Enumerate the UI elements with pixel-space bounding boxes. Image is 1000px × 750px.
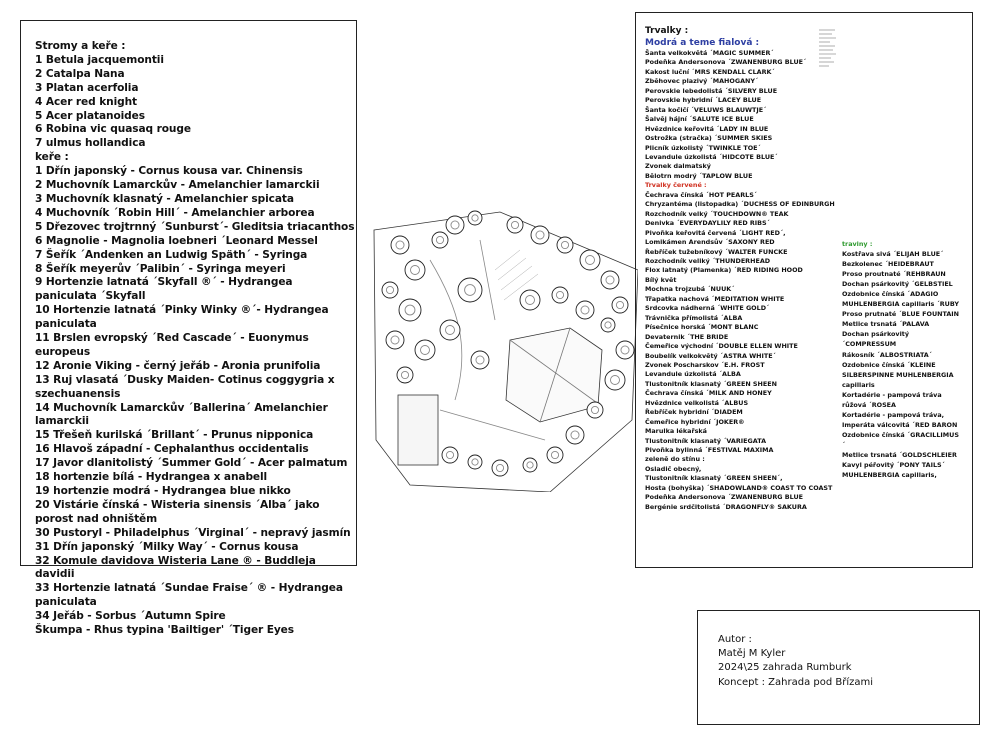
tree-symbol xyxy=(458,278,482,302)
tree-symbol xyxy=(492,460,508,476)
tree-symbol xyxy=(405,260,425,280)
list-item: Zběhovec plazivý ´MAHOGANY´ xyxy=(645,77,759,86)
list-item: Boubelík velkokvětý ´ASTRA WHITE´ xyxy=(645,351,776,360)
perennials-title: Trvalky : xyxy=(645,26,689,36)
tree-symbol xyxy=(601,318,615,332)
list-item: 16 Hlavoš západní - Cephalanthus occidentalis xyxy=(35,443,309,456)
author-line: Autor : xyxy=(718,634,752,645)
grasses-list xyxy=(842,249,962,480)
tree-symbol xyxy=(397,367,413,383)
list-item: Bělotrn modrý ´TAPLOW BLUE xyxy=(645,171,753,180)
list-item: 10 Hortenzie latnatá ´Pinky Winky ®´- Hydrangea paniculata xyxy=(35,304,329,331)
list-item: Kortadérie - pampová tráva, Imperáta válcovitá ´RED BARON xyxy=(842,410,958,429)
list-item: Bílý květ xyxy=(645,275,677,284)
list-item: Dochan psárkovitý ´COMPRESSUM xyxy=(842,330,910,349)
list-item: Hvězdnice velkolistá ´ALBUS xyxy=(645,398,749,407)
list-item: Flox latnatý (Plamenka) ´RED RIDING HOOD xyxy=(645,266,803,275)
tree-symbol xyxy=(601,271,619,289)
author-line: Koncept : Zahrada pod Břízami xyxy=(718,676,874,688)
list-item: Podeňka Andersonova ´ZWANENBURG BLUE xyxy=(645,493,804,502)
list-item: Zvonek dalmatský xyxy=(645,162,711,171)
perennials-list-box xyxy=(635,12,973,568)
list-item: Tlustonitník klasnatý ´GREEN SHEEN´, xyxy=(645,474,783,483)
list-item: 31 Dřín japonský ´Milky Way´ - Cornus kousa xyxy=(35,540,299,553)
tree-symbol xyxy=(616,341,634,359)
tree-symbol xyxy=(440,320,460,340)
list-item: Kakost luční ´MRS KENDALL CLARK´ xyxy=(645,67,775,76)
author-info-box xyxy=(697,610,980,725)
list-item: 13 Ruj vlasatá ´Dusky Maiden- Cotinus coggygria x szechuanensis xyxy=(35,373,335,400)
list-item: 7 ulmus hollandica xyxy=(35,137,146,150)
list-item: 33 Hortenzie latnatá ´Sundae Fraise´ ® - Hydrangea paniculata xyxy=(35,582,343,609)
list-item: Kavyl péřovitý ´PONY TAILS´ xyxy=(842,461,945,470)
list-item: 17 Javor dlanitolistý ´Summer Gold´ - Acer palmatum xyxy=(35,457,348,470)
tree-symbol xyxy=(580,250,600,270)
list-item: Kostřava sivá ´ELIJAH BLUE´ xyxy=(842,250,944,259)
blue-violet-list xyxy=(645,49,845,181)
red-perennials-heading: Trvalky červené : xyxy=(645,181,707,190)
tree-symbol xyxy=(507,217,523,233)
tree-symbol xyxy=(612,297,628,313)
tree-symbol xyxy=(442,447,458,463)
list-item: Ozdobnice čínská ´ADAGIO MUHLENBERGIA capillaris ´RUBY xyxy=(842,290,960,309)
grasses-column xyxy=(842,239,962,480)
tree-symbol xyxy=(587,402,603,418)
author-line: Matěj M Kyler xyxy=(718,648,786,660)
list-item: Marulka lékařská xyxy=(645,427,707,436)
tree-symbol xyxy=(415,340,435,360)
list-item: Trávnička přímolistá ´ALBA xyxy=(645,313,743,322)
list-item: Tlustonitník klasnatý ´VARIEGATA xyxy=(645,436,767,445)
list-item: Písečnice horská ´MONT BLANC xyxy=(645,323,759,332)
list-item: Metlice trsnatá ´PALAVA xyxy=(842,320,930,329)
list-item: 3 Muchovník klasnatý - Amelanchier spicata xyxy=(35,192,294,205)
list-item: 18 hortenzie bílá - Hydrangea x anabell xyxy=(35,471,268,484)
list-item: Levandule úzkolistá ´HIDCOTE BLUE´ xyxy=(645,152,778,161)
list-item: 4 Acer red knight xyxy=(35,95,138,108)
list-item: 32 Komule davidova Wisteria Lane ® - Buddleja davidii xyxy=(35,554,316,581)
terrace xyxy=(398,395,438,465)
tree-symbol xyxy=(386,331,404,349)
list-item: Čemeřice hybridní ´JOKER® xyxy=(645,417,745,426)
tree-symbol xyxy=(547,447,563,463)
list-item: Levandule úzkolistá ´ALBA xyxy=(645,370,741,379)
list-item: Mochna trojzubá ´NUUK´ xyxy=(645,285,735,294)
tree-symbol xyxy=(520,290,540,310)
list-item: Rákosník ´ALBOSTRIATA´ xyxy=(842,350,932,359)
list-item: Čechrava čínská ´MILK AND HONEY xyxy=(645,389,772,398)
list-item: Dochan psárkovitý ´GELBSTIEL xyxy=(842,280,953,289)
garden-plan-drawing xyxy=(370,200,638,492)
tree-symbol xyxy=(566,426,584,444)
list-item: 11 Brslen evropský ´Red Cascade´ - Euonymus europeus xyxy=(35,332,309,358)
list-item: 34 Jeřáb - Sorbus ´Autumn Spire xyxy=(35,610,226,623)
list-item: Bezkolenec ´HEIDEBRAUT xyxy=(842,260,934,269)
list-item: Plicník úzkolistý ´TWINKLE TOE´ xyxy=(645,143,761,152)
list-item: Zvonek Poscharskov ´E.H. FROST xyxy=(645,360,765,369)
list-item: Chryzantéma (listopadka) ´DUCHESS OF EDINBURGH xyxy=(645,200,835,209)
list-item: 30 Pustoryl - Philadelphus ´Virginal´ - nepravý jasmín xyxy=(35,526,351,539)
grasses-heading: traviny : xyxy=(842,240,873,248)
list-item: MUHLENBERGIA capillaris, xyxy=(842,471,937,480)
tree-symbol xyxy=(531,226,549,244)
tree-symbol xyxy=(432,232,448,248)
tree-symbol xyxy=(399,299,421,321)
list-item: Bergénie srdčitolistá ´DRAGONFLY® SAKURA xyxy=(645,502,807,511)
list-item: 15 Třešeň kurilská ´Brillant´ - Prunus nipponica xyxy=(35,429,314,442)
list-item: Proso prutnaté ´BLUE FOUNTAIN xyxy=(842,310,960,319)
list-item: Rozchodník velký ´TOUCHDOWN® TEAK xyxy=(645,209,789,218)
tree-symbol xyxy=(552,287,568,303)
list-item: Rozchodník veliký ´THUNDERHEAD xyxy=(645,256,771,265)
blue-violet-heading: Modrá a teme fialová : xyxy=(645,38,760,48)
list-item: Čemeřice východní ´DOUBLE ELLEN WHITE xyxy=(645,342,798,351)
list-item: keře : xyxy=(35,151,69,164)
tree-shrub-list xyxy=(35,40,355,638)
list-item: 9 Hortenzie latnatá ´Skyfall ®´ - Hydrangea paniculata ´Skyfall xyxy=(35,276,293,303)
list-item: 4 Muchovník ´Robin Hill´ - Amelanchier arborea xyxy=(35,206,315,219)
list-item: 14 Muchovník Lamarckův ´Ballerina´ Amelanchier lamarckii xyxy=(35,401,328,428)
list-item: Škumpa - Rhus typina 'Bailtiger' ´Tiger Eyes xyxy=(35,624,294,637)
list-item: 3 Platan acerfolia xyxy=(35,81,139,94)
list-item: Ozdobnice čínská ´GRACILLIMUS´ xyxy=(842,430,959,449)
list-item: Proso proutnaté ´REHBRAUN xyxy=(842,270,946,279)
list-item: 7 Šeřík ´Andenken an Ludwig Späth´ - Syringa xyxy=(35,248,308,261)
list-item: Osladič obecný, xyxy=(645,464,702,473)
list-item: Metlice trsnatá ´GOLDSCHLEIER xyxy=(842,450,957,459)
list-item: Lomikámen Arendsův ´SAXONY RED xyxy=(645,238,775,247)
list-item: Hvězdnice keřovitá ´LADY IN BLUE xyxy=(645,124,769,133)
tree-symbol xyxy=(446,216,464,234)
list-item: 6 Robina vic quasaq rouge xyxy=(35,123,191,136)
list-item: 1 Dřín japonský - Cornus kousa var. Chinensis xyxy=(35,165,303,178)
tree-symbol xyxy=(523,458,537,472)
list-item: 5 Dřezovec trojtrnný ´Sunburst´- Gleditsia triacanthos xyxy=(35,220,355,233)
list-item: 6 Magnolie - Magnolia loebneri ´Leonard Messel xyxy=(35,234,318,247)
list-item: Denivka ´EVERYDAYLILY RED RIBS´ xyxy=(645,219,770,228)
list-item: 12 Aronie Viking - černý jeřáb - Aronia prunifolia xyxy=(35,359,321,372)
perennials-column xyxy=(645,25,845,512)
list-item: Šanta kočičí ´VELUWS BLAUWTJE´ xyxy=(645,105,767,114)
tree-symbol xyxy=(468,211,482,225)
list-item: Řebříček hybridní ´DIADEM xyxy=(645,408,743,417)
tree-symbol xyxy=(382,282,398,298)
tree-symbol xyxy=(471,351,489,369)
list-item: Stromy a keře : xyxy=(35,40,126,52)
list-item: Řebříček tužebníkový ´WALTER FUNCKE xyxy=(645,247,788,256)
white-perennials-list xyxy=(645,276,845,512)
list-item: Ostrožka (stračka) ´SUMMER SKIES xyxy=(645,134,773,143)
list-item: Perovskie lebedolistá ´SILVERY BLUE xyxy=(645,86,778,95)
tree-symbol xyxy=(605,370,625,390)
tree-symbol xyxy=(391,236,409,254)
list-item: Podeňka Andersonova ´ZWANENBURG BLUE´ xyxy=(645,58,807,67)
list-item: Čechrava čínská ´HOT PEARLS´ xyxy=(645,190,757,199)
list-item: 8 Šeřík meyerův ´Palibin´ - Syringa meyeri xyxy=(35,262,286,275)
list-item: Srdcovka nádherná ´WHITE GOLD´ xyxy=(645,304,770,313)
list-item: Hosta (bohyška) ´SHADOWLAND® COAST TO COAST xyxy=(645,483,833,492)
author-info xyxy=(718,633,873,690)
list-item: 2 Catalpa Nana xyxy=(35,67,125,80)
list-item: Šanta velkokvětá ´MAGIC SUMMER´ xyxy=(645,49,774,57)
list-item: Ozdobnice čínská ´KLEINE SILBERSPINNE MUHLENBERGIA capillaris xyxy=(842,360,954,389)
list-item: 1 Betula jacquemontii xyxy=(35,53,164,66)
list-item: 20 Vistárie čínská - Wisteria sinensis ´Alba´ jako porost nad ohništěm xyxy=(35,498,320,525)
list-item: Devaternik ´THE BRIDE xyxy=(645,332,729,341)
list-item: Pivoňka keřovitá červená ´LIGHT RED´, xyxy=(645,228,786,237)
list-item: zeleně do stínu : xyxy=(645,455,705,464)
list-item: Třapatka nachová ´MEDITATION WHITE xyxy=(645,294,785,303)
tree-shrub-list-box xyxy=(20,20,357,637)
list-item: 2 Muchovník Lamarckův - Amelanchier lamarckii xyxy=(35,179,320,192)
list-item: Šalvěj hájní ´SALUTE ICE BLUE xyxy=(645,115,754,124)
list-item: 19 hortenzie modrá - Hydrangea blue nikko xyxy=(35,485,291,497)
list-item: Tlustonitník klasnatý ´GREEN SHEEN xyxy=(645,379,777,388)
list-item: Pivoňka bylinná ´FESTIVAL MAXIMA xyxy=(645,446,774,455)
tree-symbol xyxy=(557,237,573,253)
list-item: Perovskie hybridní ´LACEY BLUE xyxy=(645,96,762,105)
red-perennials-list xyxy=(645,191,845,276)
author-line: 2024\25 zahrada Rumburk xyxy=(718,662,852,674)
thumbnail-image xyxy=(818,27,837,69)
tree-symbol xyxy=(576,301,594,319)
list-item: Kortadérie - pampová tráva růžová ´ROSEA xyxy=(842,390,942,409)
list-item: 5 Acer platanoides xyxy=(35,109,145,122)
tree-symbol xyxy=(468,455,482,469)
